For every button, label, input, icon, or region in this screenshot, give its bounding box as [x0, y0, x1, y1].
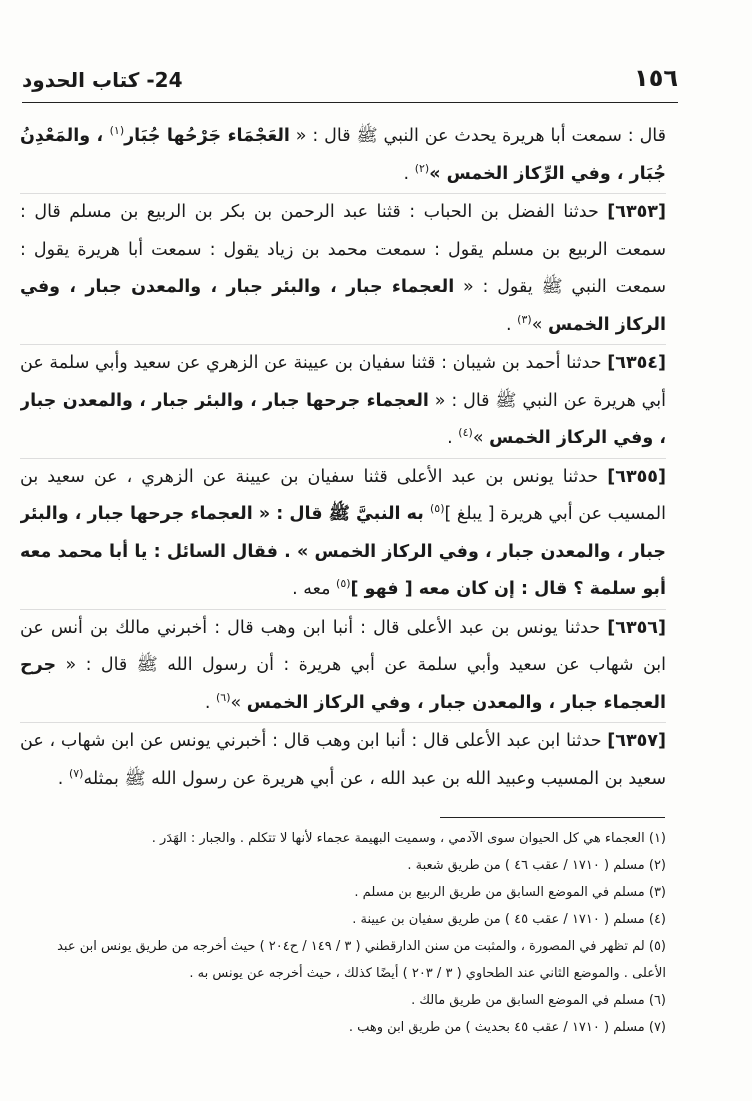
hadith-number: [٦٣٥٤] — [607, 353, 666, 373]
paragraph — [20, 344, 666, 458]
paragraph — [20, 458, 666, 609]
footnotes — [20, 825, 666, 1041]
para-text: حدثنا ابن عبد الأعلى قال : أنبا ابن وهب قال : أخبرني يونس عن ابن شهاب ، عن سعيد بن المسيب وعبيد الله بن عبد الله ، عن أبي هريرة عن رسول الله ﷺ بمثله — [20, 731, 666, 789]
footnote-ref: (٢) — [414, 161, 430, 175]
footnote: (٤) مسلم ( ١٧١٠ / عقب ٤٥ ) من طريق سفيان بن عيينة . — [352, 912, 666, 927]
para-text: حدثنا يونس بن عبد الأعلى قثنا سفيان بن عيينة عن الزهري ، عن سعيد بن المسيب عن أبي هريرة [ يبلغ ] — [20, 466, 666, 524]
para-end: . — [57, 768, 69, 789]
footnote-ref: (٧) — [68, 766, 84, 780]
para-text: حدثنا يونس بن عبد الأعلى قال : أنبا ابن وهب قال : أخبرني مالك بن أنس عن ابن شهاب عن سعيد وأبي سلمة عن أبي هريرة : أن رسول الله ﷺ قال : « — [20, 617, 666, 675]
paragraph — [20, 193, 666, 344]
footnote-ref: (١) — [109, 124, 125, 138]
footnote-ref: (٣) — [517, 312, 532, 326]
hadith-tail: » — [531, 314, 548, 335]
hadith-text: جرح العجماء جبار ، والمعدن جبار ، وفي الركاز الخمس — [20, 655, 666, 713]
para-text: قال : سمعت أبا هريرة يحدث عن النبي ﷺ قال : « — [289, 126, 666, 146]
footnote-ref: (٥) — [429, 502, 445, 516]
para-text: حدثنا الفضل بن الحباب : قثنا عبد الرحمن بن بكر بن الربيع بن مسلم قال : سمعت الربيع بن مسلم يقول : سمعت محمد بن زياد يقول : سمعت أبا هريرة يقول : سمعت النبي ﷺ يقول : « — [20, 202, 666, 297]
hadith-tail: » — [472, 428, 490, 448]
footnote: (٥) لم تظهر في المصورة ، والمثبت من سنن الدارقطني ( ٣ / ١٤٩ / ح٢٠٤ ) حيث أخرجه من طريق يونس ابن عبد الأعلى . والموضع الثاني عند الطحاوي ( ٣ / ٢٠٣ ) أيضًا كذلك ، حيث أخرجه عن يونس به . — [57, 939, 666, 981]
para-text: حدثنا أحمد بن شيبان : قثنا سفيان بن عيينة عن الزهري عن سعيد وأبي سلمة عن أبي هريرة عن النبي ﷺ قال : « — [20, 353, 666, 411]
hadith-text: العَجْمَاء جَرْحُها جُبَار — [124, 126, 290, 146]
hadith-tail: » — [230, 692, 247, 713]
para-end: . — [506, 314, 518, 335]
footnote: (٣) مسلم في الموضع السابق من طريق الربيع بن مسلم . — [354, 885, 666, 900]
hadith-number: [٦٣٥٧] — [607, 731, 666, 751]
hadith-text: العجماء جرحها جبار ، والبئر جبار ، والمعدن جبار ، وفي الركاز الخمس — [20, 390, 666, 448]
main-text — [20, 118, 666, 811]
para-end: معه . — [292, 579, 337, 599]
paragraph — [20, 609, 666, 723]
chapter-title: 24- كتاب الحدود — [22, 68, 183, 92]
footnote-divider — [440, 817, 665, 818]
page-header — [22, 58, 678, 103]
hadith-number: [٦٣٥٣] — [607, 202, 666, 222]
hadith-tail: ، والمَعْدِنُ جُبَار ، وفي الرِّكاز الخمس » — [20, 126, 666, 184]
para-end: . — [204, 692, 216, 713]
paragraph — [20, 118, 666, 193]
hadith-number: [٦٣٥٥] — [607, 466, 666, 487]
paragraph — [20, 722, 666, 798]
footnote: (٦) مسلم في الموضع السابق من طريق مالك . — [411, 993, 666, 1008]
page-number: ١٥٦ — [634, 64, 678, 92]
footnote: (٢) مسلم ( ١٧١٠ / عقب ٤٦ ) من طريق شعبة . — [407, 858, 666, 873]
footnote: (١) العجماء هي كل الحيوان سوى الآدمي ، وسميت البهيمة عجماء لأنها لا تتكلم . والجبار : الهَدَر . — [151, 831, 666, 846]
para-end: . — [403, 163, 415, 184]
footnote-ref: (٤) — [458, 426, 473, 440]
hadith-number: [٦٣٥٦] — [607, 617, 666, 638]
footnote: (٧) مسلم ( ١٧١٠ / عقب ٤٥ بحديث ) من طريق ابن وهب . — [348, 1020, 666, 1035]
hadith-tail: به النبيَّ ﷺ قال : « العجماء جرحها جبار ، والبئر جبار ، والمعدن جبار ، وفي الركاز الخمس » . فقال السائل : يا أبا محمد معه أبو سلمة ؟ قال : إن كان معه [ فهو ] — [20, 504, 666, 599]
footnote-ref: (٦) — [215, 690, 231, 704]
para-end: . — [447, 428, 459, 448]
hadith-text: العجماء جبار ، والبئر جبار ، والمعدن جبار ، وفي الركاز الخمس — [20, 277, 666, 335]
footnote-ref: (٥) — [336, 577, 351, 591]
